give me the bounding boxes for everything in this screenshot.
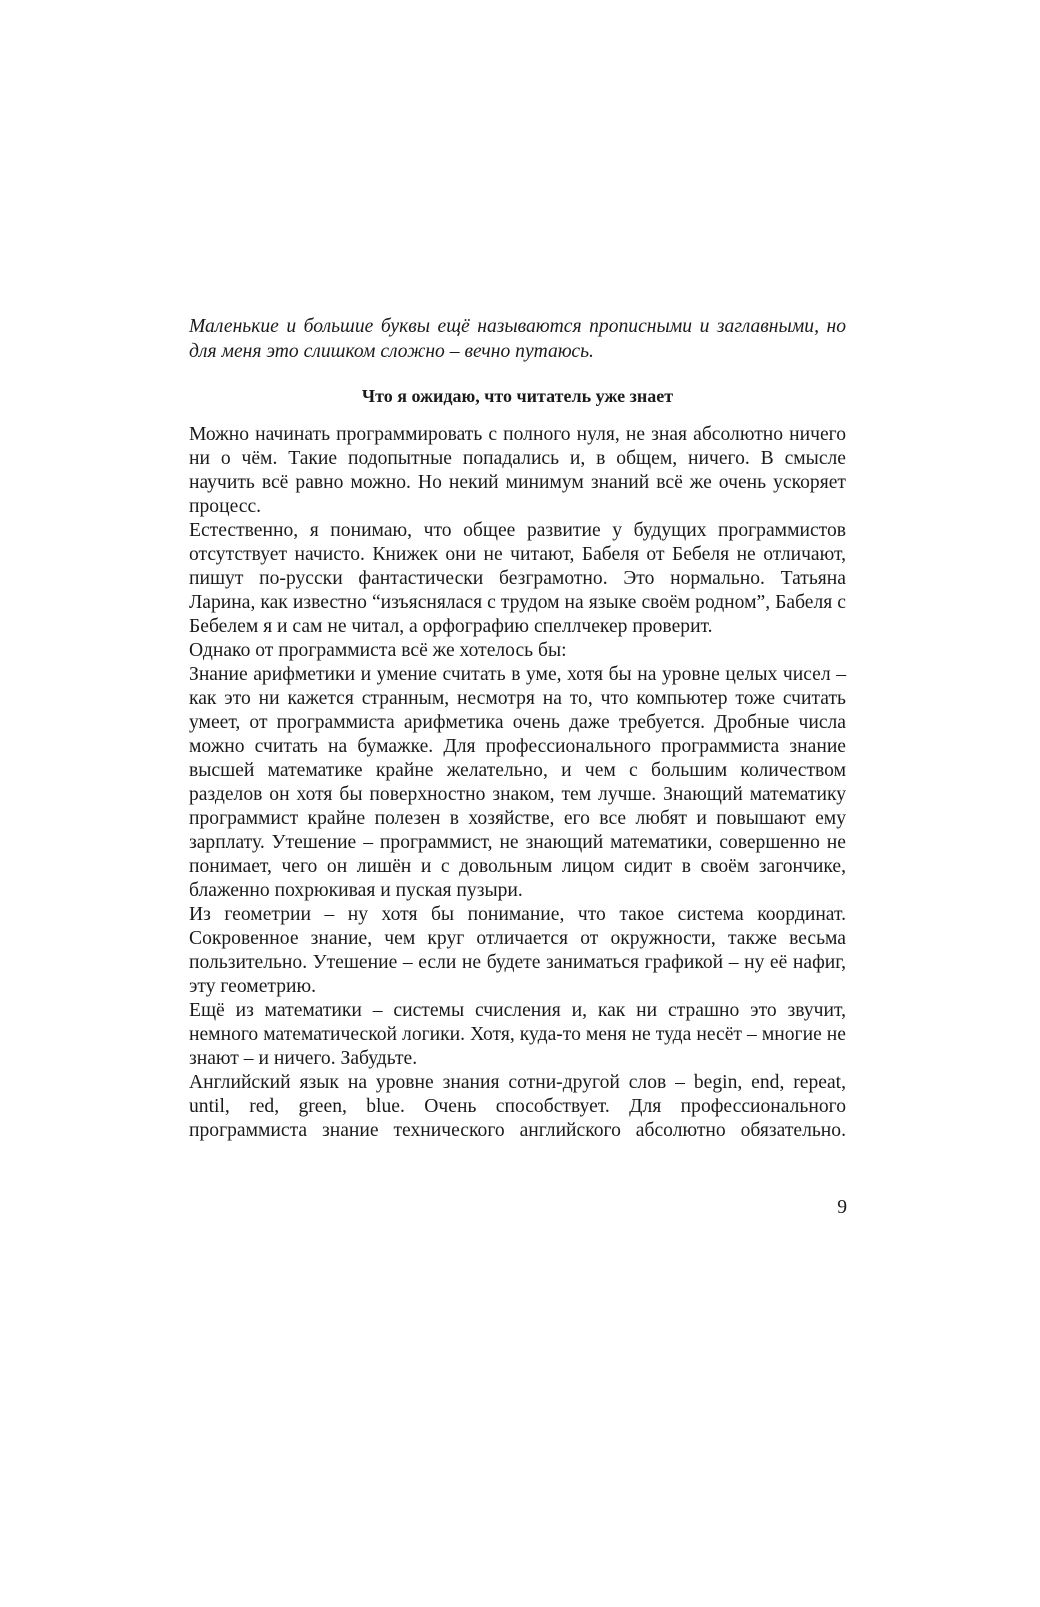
paragraph: Знание арифметики и умение считать в уме, хотя бы на уровне целых чисел – как это ни кажется странным, несмотря на то, что компьютер тоже считать умеет, от программиста арифметика очень даже требуется. Дробные числа можно считать на бумажке. Для профессионального программиста знание высшей математике крайне желательно, и чем с большим количеством разделов он хотя бы поверхностно знаком, тем лучше. Знающий математику программист крайне полезен в хозяйстве, его все любят и повышают ему зарплату. Утешение – программист, не знающий математики, совершенно не понимает, чего он лишён и с довольным лицом сидит в своём загончике, блаженно похрюкивая и пуская пузыри. [189, 664, 846, 901]
paragraph: Можно начинать программировать с полного нуля, не зная абсолютно ничего ни о чём. Такие подопытные попадались и, в общем, ничего. В смысле научить всё равно можно. Но некий минимум знаний всё же очень ускоряет процесс. [189, 424, 846, 517]
note-paragraph: Маленькие и большие буквы ещё называются прописными и заглавными, но для меня это слишком сложно – вечно путаюсь. [189, 316, 846, 362]
paragraph: Однако от программиста всё же хотелось бы: [189, 640, 567, 661]
page-number: 9 [837, 1197, 847, 1218]
body-text [189, 423, 846, 1143]
paragraph: Ещё из математики – системы счисления и, как ни страшно это звучит, немного математической логики. Хотя, куда-то меня не туда несёт – многие не знают – и ничего. Забудьте. [189, 1000, 846, 1069]
paragraph: Естественно, я понимаю, что общее развитие у будущих программистов отсутствует начисто. Книжек они не читают, Бабеля от Бебеля не отличают, пишут по-русски фантастически безграмотно. Это нормально. Татьяна Ларина, как известно “изъяснялася с трудом на языке своём родном”, Бабеля с Бебелем я и сам не читал, а орфографию спеллчекер проверит. [189, 520, 846, 637]
paragraph: Из геометрии – ну хотя бы понимание, что такое система координат. Сокровенное знание, чем круг отличается от окружности, также весьма пользительно. Утешение – если не будете заниматься графикой – ну её нафиг, эту геометрию. [189, 904, 846, 997]
section-heading: Что я ожидаю, что читатель уже знает [361, 386, 674, 406]
paragraph: Английский язык на уровне знания сотни-другой слов – begin, end, repeat, until, red, green, blue. Очень способствует. Для профессионального программиста знание технического английского абсолютно обязательно. [189, 1072, 846, 1141]
italic-note [189, 314, 846, 364]
